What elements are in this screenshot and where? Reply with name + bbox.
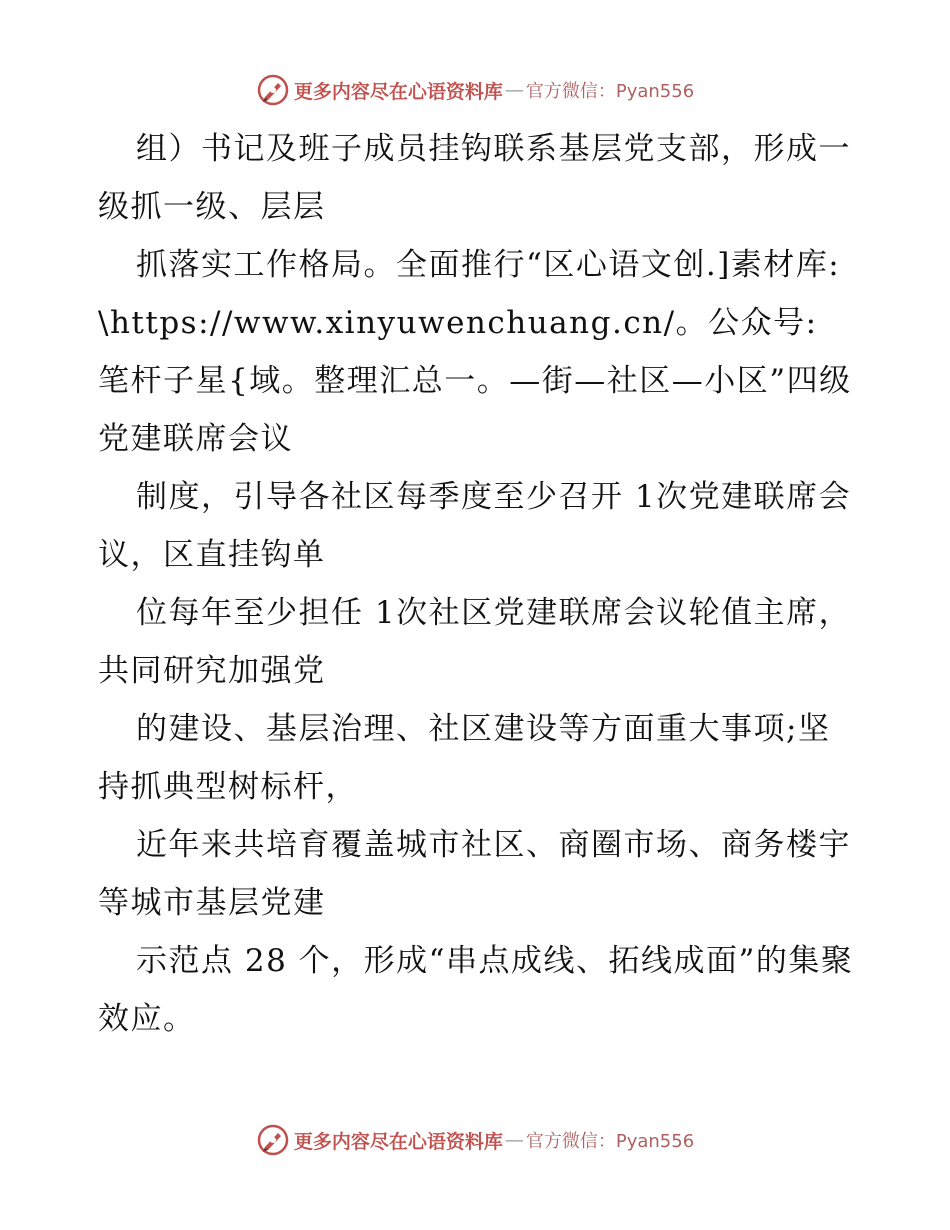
banner-title: 更多内容尽在心语资料库	[293, 1130, 503, 1153]
banner-dash: —	[504, 1129, 524, 1151]
banner-wechat: 官方微信：Pyan556	[525, 1131, 695, 1152]
pen-logo-icon	[256, 73, 290, 107]
paragraph-6: 近年来共培育覆盖城市社区、商圈市场、商务楼宇等城市基层党建	[98, 827, 851, 921]
banner-dash: —	[504, 79, 524, 101]
paragraph-1: 组）书记及班子成员挂钩联系基层党支部，形成一级抓一级、层层	[98, 131, 851, 225]
paragraph-2: 抓落实工作格局。全面推行“区心语文创.]素材库: \https://www.xinyuwenchuang.cn/。公众号: 笔杆子星{域。整理汇总一。—街—社区—小区”四级党建联席会议	[98, 247, 852, 457]
paragraph-5: 的建设、基层治理、社区建设等方面重大事项;坚持抓典型树标杆，	[98, 711, 831, 805]
pen-logo-icon	[256, 1123, 290, 1157]
banner-wechat: 官方微信：Pyan556	[525, 81, 695, 102]
paragraph-4: 位每年至少担任 1次社区党建联席会议轮值主席，共同研究加强党	[98, 595, 852, 689]
header-banner	[0, 70, 950, 110]
paragraph-7: 示范点 28 个，形成“串点成线、拓线成面”的集聚效应。	[98, 943, 854, 1037]
paragraph-3: 制度，引导各社区每季度至少召开 1次党建联席会议，区直挂钩单	[98, 479, 852, 573]
banner-title: 更多内容尽在心语资料库	[293, 80, 503, 103]
footer-banner	[0, 1120, 950, 1160]
document-body	[98, 120, 858, 1048]
